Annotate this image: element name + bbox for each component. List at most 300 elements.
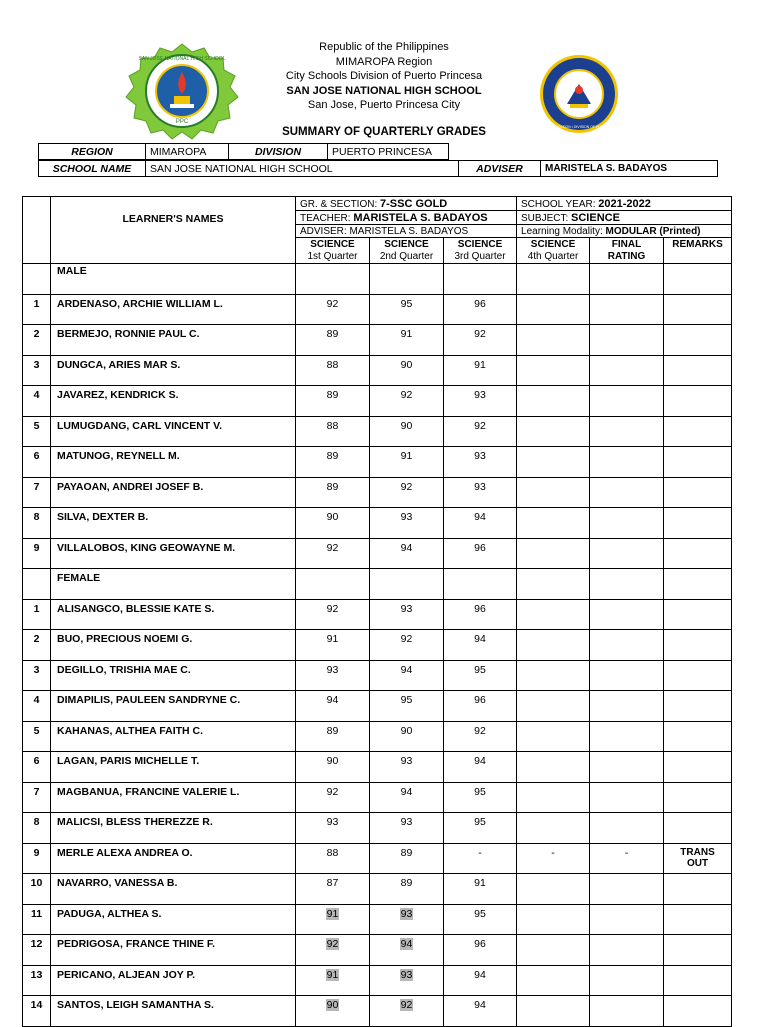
- remarks-cell: [664, 935, 732, 966]
- learner-name: [51, 691, 296, 722]
- grade-q2: [370, 721, 444, 752]
- school-name-table: [38, 160, 718, 177]
- row-number-text: 4: [33, 694, 40, 706]
- grade-q3-text: 95: [474, 663, 486, 676]
- final-rating: [590, 904, 664, 935]
- grade-q2: [370, 660, 444, 691]
- grade-q1-text: 90: [326, 999, 339, 1011]
- grade-q3: [444, 325, 517, 356]
- learner-name: [51, 477, 296, 508]
- row-number-text: 6: [33, 755, 40, 767]
- region-label: REGION: [39, 144, 146, 160]
- final-rating: [590, 843, 664, 874]
- grade-q3: [444, 752, 517, 783]
- grade-q1: [296, 294, 370, 325]
- remarks-cell: [664, 386, 732, 417]
- row-number: [23, 477, 51, 508]
- grade-q3: [444, 965, 517, 996]
- grade-q2-text: 94: [400, 785, 413, 798]
- grade-q3-text: 93: [474, 389, 486, 401]
- table-row: [23, 965, 732, 996]
- grade-q1: [296, 355, 370, 386]
- grade-q1-text: 87: [326, 877, 339, 889]
- grade-q3-text: 93: [474, 480, 486, 493]
- grade-q1: [296, 843, 370, 874]
- remarks-text-1: TRANS: [680, 846, 715, 858]
- grade-q2: [370, 325, 444, 356]
- grade-q3: [444, 599, 517, 630]
- grade-q3: [444, 904, 517, 935]
- grade-q2: [370, 874, 444, 905]
- row-number: [23, 508, 51, 539]
- final-rating: [590, 691, 664, 722]
- grade-q4: [517, 416, 590, 447]
- row-number-text: 4: [33, 389, 40, 401]
- grade-q1: [296, 325, 370, 356]
- grade-q2: [370, 508, 444, 539]
- grade-q3: [444, 874, 517, 905]
- grade-q3: [444, 630, 517, 661]
- grade-q2: [370, 935, 444, 966]
- learners-names-header: LEARNER'S NAMES: [51, 197, 296, 264]
- row-number: [23, 630, 51, 661]
- region-value: MIMAROPA: [146, 144, 229, 160]
- grade-q2-text: 95: [400, 694, 413, 706]
- row-number: [23, 752, 51, 783]
- final-rating: [590, 630, 664, 661]
- table-row: [23, 599, 732, 630]
- final-rating: [590, 752, 664, 783]
- grade-q4: [517, 721, 590, 752]
- grade-q2: [370, 752, 444, 783]
- grade-q1-text: 89: [326, 480, 339, 493]
- row-number-text: 11: [30, 907, 43, 920]
- learner-name: [51, 660, 296, 691]
- row-number-text: 1: [33, 297, 40, 310]
- learner-name: [51, 965, 296, 996]
- grade-q1: [296, 965, 370, 996]
- q1-header: SCIENCE 1st Quarter: [296, 238, 370, 264]
- grade-q1-text: 90: [326, 511, 339, 523]
- remarks-header: REMARKS: [664, 238, 732, 264]
- row-number-text: 2: [33, 328, 40, 340]
- teacher: TEACHER: MARISTELA S. BADAYOS: [296, 211, 517, 225]
- grade-q1-text: 88: [326, 419, 339, 432]
- grade-q2-text: 92: [400, 389, 413, 401]
- row-number: [23, 721, 51, 752]
- learner-name-text: DEGILLO, TRISHIA MAE C.: [57, 663, 191, 676]
- row-number-text: 1: [33, 602, 40, 615]
- grade-q1: [296, 691, 370, 722]
- final-rating: [590, 477, 664, 508]
- grade-q2-text: 94: [400, 541, 413, 554]
- grade-q3: [444, 416, 517, 447]
- remarks-cell: [664, 325, 732, 356]
- grade-q2-text: 93: [400, 907, 413, 920]
- grade-q1-text: 91: [326, 968, 339, 981]
- learner-name: [51, 599, 296, 630]
- grade-q1-text: 89: [326, 724, 339, 737]
- grade-q3-text: 92: [474, 328, 486, 340]
- learner-name-text: VILLALOBOS, KING GEOWAYNE M.: [57, 541, 236, 554]
- grade-q4: [517, 538, 590, 569]
- female-section: [23, 569, 732, 1027]
- remarks-cell: [664, 294, 732, 325]
- grade-q2-text: 93: [400, 816, 413, 828]
- grade-q4: [517, 935, 590, 966]
- row-number: [23, 325, 51, 356]
- grade-q3-text: 94: [474, 968, 486, 981]
- table-row: [23, 508, 732, 539]
- grade-q2-text: 93: [400, 511, 413, 523]
- table-row: [23, 386, 732, 417]
- grade-q4: [517, 782, 590, 813]
- grade-q4: [517, 325, 590, 356]
- svg-text:PPC: PPC: [175, 119, 189, 125]
- grade-q3: [444, 660, 517, 691]
- learner-name-text: NAVARRO, VANESSA B.: [57, 877, 178, 889]
- school-year: SCHOOL YEAR: 2021-2022: [517, 197, 732, 211]
- learner-name: [51, 294, 296, 325]
- grade-q3: [444, 294, 517, 325]
- grade-q4: [517, 904, 590, 935]
- grade-q1: [296, 782, 370, 813]
- grade-q3: [444, 447, 517, 478]
- grade-q2-text: 91: [400, 328, 413, 340]
- header-address: San Jose, Puerto Princesa City: [307, 99, 461, 111]
- grade-q2-text: 93: [400, 755, 413, 767]
- grade-q2-text: 92: [400, 999, 413, 1011]
- grades-table: [22, 196, 732, 1027]
- learner-name: [51, 904, 296, 935]
- final-rating: [590, 660, 664, 691]
- table-row: [23, 691, 732, 722]
- row-number: [23, 386, 51, 417]
- grade-q3: [444, 386, 517, 417]
- grade-q4: [517, 599, 590, 630]
- remarks-cell: [664, 904, 732, 935]
- learner-name-text: SANTOS, LEIGH SAMANTHA S.: [57, 999, 214, 1011]
- final-rating: [590, 508, 664, 539]
- grade-q1: [296, 508, 370, 539]
- row-number: [23, 996, 51, 1027]
- grade-q3-text: 94: [474, 511, 486, 523]
- final-rating: [590, 325, 664, 356]
- grade-q4: [517, 386, 590, 417]
- learner-name: [51, 782, 296, 813]
- row-number-text: 5: [33, 724, 40, 737]
- learner-name: [51, 630, 296, 661]
- final-rating: [590, 416, 664, 447]
- row-number-text: 5: [33, 419, 40, 432]
- grade-q4: [517, 691, 590, 722]
- grade-q1-text: 94: [326, 694, 339, 706]
- learner-name-text: PEDRIGOSA, FRANCE THINE F.: [57, 938, 216, 950]
- grade-q1: [296, 996, 370, 1027]
- row-number: [23, 599, 51, 630]
- grade-q2: [370, 416, 444, 447]
- table-row: [23, 660, 732, 691]
- row-number: [23, 355, 51, 386]
- final-rating: [590, 935, 664, 966]
- grade-q2: [370, 447, 444, 478]
- grade-q2-text: 89: [400, 846, 413, 859]
- final-rating: [590, 782, 664, 813]
- final-rating: [590, 996, 664, 1027]
- learner-name-text: BUO, PRECIOUS NOEMI G.: [57, 633, 193, 645]
- division-label: DIVISION: [229, 144, 328, 160]
- row-number-text: 13: [30, 968, 43, 981]
- grade-q1: [296, 874, 370, 905]
- row-number-text: 2: [33, 633, 40, 645]
- learner-name-text: KAHANAS, ALTHEA FAITH C.: [57, 724, 204, 737]
- learner-name-text: MATUNOG, REYNELL M.: [57, 450, 180, 462]
- remarks-cell: [664, 416, 732, 447]
- grade-q4: [517, 508, 590, 539]
- table-row: [23, 447, 732, 478]
- grade-q3-text: 96: [474, 297, 486, 310]
- row-number-text: 12: [30, 938, 43, 950]
- learner-name-text: DIMAPILIS, PAULEEN SANDRYNE C.: [57, 694, 241, 706]
- header-republic: Republic of the Philippines: [319, 41, 449, 53]
- grade-q3-text: 96: [474, 938, 486, 950]
- learner-name-text: DUNGCA, ARIES MAR S.: [57, 358, 181, 371]
- grade-q1-text: 93: [326, 816, 339, 828]
- final-rating: [590, 965, 664, 996]
- final-rating: [590, 874, 664, 905]
- school-name-label: SCHOOL NAME: [39, 161, 146, 177]
- grade-q4: [517, 813, 590, 844]
- grade-q1: [296, 477, 370, 508]
- learner-name: [51, 508, 296, 539]
- grade-q1: [296, 813, 370, 844]
- table-row: [23, 752, 732, 783]
- row-number-text: 10: [30, 877, 43, 889]
- grade-q3: [444, 843, 517, 874]
- learner-name: [51, 416, 296, 447]
- remarks-cell: [664, 813, 732, 844]
- remarks-text-2: OUT: [686, 857, 709, 869]
- grade-q1: [296, 904, 370, 935]
- grade-q4: [517, 965, 590, 996]
- remarks-cell: [664, 782, 732, 813]
- grade-q2: [370, 843, 444, 874]
- remarks-cell: [664, 508, 732, 539]
- grade-q2: [370, 691, 444, 722]
- final-rating: [590, 721, 664, 752]
- final-rating: [590, 447, 664, 478]
- learner-name: [51, 721, 296, 752]
- no-header: [23, 197, 51, 264]
- grade-q2-text: 90: [400, 358, 413, 371]
- grade-q1: [296, 935, 370, 966]
- grade-q1-text: 91: [326, 633, 339, 645]
- learner-name-text: BERMEJO, RONNIE PAUL C.: [57, 328, 200, 340]
- grade-q3-text: 94: [474, 633, 486, 645]
- table-row: [23, 416, 732, 447]
- grade-q3-text: 92: [474, 419, 486, 432]
- grade-q2-text: 91: [400, 450, 413, 462]
- row-number-text: 3: [33, 358, 40, 371]
- remarks-cell: [664, 691, 732, 722]
- grade-q1-text: 91: [326, 907, 339, 920]
- grade-q1-text: 93: [326, 663, 339, 676]
- final-rating: [590, 599, 664, 630]
- document-title: SUMMARY OF QUARTERLY GRADES: [282, 126, 486, 138]
- grade-q2-text: 94: [400, 663, 413, 676]
- grade-q1-text: 92: [326, 297, 339, 310]
- row-number: [23, 874, 51, 905]
- division-value: PUERTO PRINCESA: [328, 144, 449, 160]
- header-school: SAN JOSE NATIONAL HIGH SCHOOL: [286, 84, 482, 97]
- final-rating-header: FINAL RATING: [590, 238, 664, 264]
- grade-q2: [370, 782, 444, 813]
- final-rating: [590, 355, 664, 386]
- adviser-value: MARISTELA S. BADAYOS: [541, 161, 718, 177]
- row-number: [23, 538, 51, 569]
- learner-name: [51, 325, 296, 356]
- grade-q1-text: 89: [326, 328, 339, 340]
- table-row: [23, 630, 732, 661]
- grade-q4-text: -: [551, 846, 555, 859]
- male-label: MALE: [51, 264, 296, 295]
- grade-q3: [444, 935, 517, 966]
- grade-q4: [517, 996, 590, 1027]
- grade-q1: [296, 630, 370, 661]
- remarks-cell: [664, 599, 732, 630]
- svg-text:SAN JOSE NATIONAL HIGH SCHOOL: SAN JOSE NATIONAL HIGH SCHOOL: [138, 56, 226, 62]
- table-row: [23, 294, 732, 325]
- grade-q2: [370, 477, 444, 508]
- table-row: [23, 477, 732, 508]
- row-number-text: 6: [33, 450, 40, 462]
- table-row: [23, 538, 732, 569]
- grade-q3-text: 92: [474, 724, 486, 737]
- learner-name: [51, 386, 296, 417]
- grade-q3: [444, 477, 517, 508]
- grade-q1-text: 88: [326, 358, 339, 371]
- row-number: [23, 904, 51, 935]
- learner-name: [51, 752, 296, 783]
- remarks-cell: [664, 355, 732, 386]
- learner-name-text: PAYAOAN, ANDREI JOSEF B.: [57, 480, 204, 493]
- row-number: [23, 416, 51, 447]
- remarks-cell: [664, 477, 732, 508]
- row-number: [23, 813, 51, 844]
- grade-q1: [296, 386, 370, 417]
- grade-q1: [296, 599, 370, 630]
- row-number-text: 9: [33, 541, 40, 554]
- grade-q2-text: 90: [400, 724, 413, 737]
- grade-q2-text: 93: [400, 968, 413, 981]
- grade-q4: [517, 447, 590, 478]
- row-number-text: 3: [33, 663, 40, 676]
- row-number: [23, 935, 51, 966]
- learner-name-text: MERLE ALEXA ANDREA O.: [57, 846, 193, 859]
- grade-q1: [296, 416, 370, 447]
- table-row: [23, 721, 732, 752]
- grade-q2: [370, 996, 444, 1027]
- final-rating: [590, 813, 664, 844]
- learner-name: [51, 355, 296, 386]
- learner-name-text: PERICANO, ALJEAN JOY P.: [57, 968, 196, 981]
- table-row: [23, 874, 732, 905]
- remarks-cell: [664, 630, 732, 661]
- row-number: [23, 447, 51, 478]
- grade-q3-text: 96: [474, 602, 486, 615]
- document-header: [0, 40, 768, 113]
- header-region: MIMAROPA Region: [335, 55, 433, 68]
- table-row: [23, 782, 732, 813]
- row-number: [23, 782, 51, 813]
- table-row: [23, 843, 732, 874]
- row-number-text: 8: [33, 816, 40, 828]
- grade-q2-text: 89: [400, 877, 413, 889]
- learner-name-text: MAGBANUA, FRANCINE VALERIE L.: [57, 785, 240, 798]
- learner-name-text: SILVA, DEXTER B.: [57, 511, 149, 523]
- grade-q2: [370, 599, 444, 630]
- grade-q1: [296, 752, 370, 783]
- grade-q4: [517, 477, 590, 508]
- grade-q3: [444, 782, 517, 813]
- grade-q4: [517, 660, 590, 691]
- school-info-table: [38, 143, 449, 160]
- learner-name: [51, 843, 296, 874]
- grade-q3-text: 96: [474, 541, 486, 554]
- grade-q1: [296, 538, 370, 569]
- grade-q3-text: -: [478, 846, 482, 859]
- male-section: [23, 264, 732, 569]
- final-rating: [590, 538, 664, 569]
- learner-name-text: ALISANGCO, BLESSIE KATE S.: [57, 602, 215, 615]
- subject: SUBJECT: SCIENCE: [517, 211, 732, 225]
- grade-q3-text: 91: [474, 358, 486, 371]
- grade-q4: [517, 355, 590, 386]
- q3-header: SCIENCE 3rd Quarter: [444, 238, 517, 264]
- learner-name: [51, 813, 296, 844]
- grade-q2: [370, 355, 444, 386]
- row-number-text: 14: [30, 999, 43, 1011]
- row-number-text: 7: [33, 480, 40, 493]
- learner-name-text: LAGAN, PARIS MICHELLE T.: [57, 755, 200, 767]
- svg-text:DEPARTMENT OF EDUCATION • DIVI: DEPARTMENT OF EDUCATION • DIVISION OF PUERTO PRINCESA CITY: [519, 125, 639, 129]
- grade-q1-text: 88: [326, 846, 339, 859]
- grade-q3-text: 95: [474, 907, 486, 920]
- table-row: [23, 325, 732, 356]
- grade-q2-text: 92: [400, 480, 413, 493]
- female-label: FEMALE: [51, 569, 296, 600]
- header-division: City Schools Division of Puerto Princesa: [285, 70, 483, 82]
- grade-q1-text: 92: [326, 602, 339, 615]
- table-row: [23, 813, 732, 844]
- learner-name: [51, 935, 296, 966]
- table-row: [23, 904, 732, 935]
- grade-q4: [517, 843, 590, 874]
- final-rating: [590, 386, 664, 417]
- row-number: [23, 965, 51, 996]
- grade-q2: [370, 386, 444, 417]
- row-number-text: 9: [33, 846, 40, 859]
- table-row: [23, 935, 732, 966]
- row-number: [23, 294, 51, 325]
- grade-q2: [370, 813, 444, 844]
- grade-q4: [517, 294, 590, 325]
- grade-q2: [370, 965, 444, 996]
- learner-name-text: MALICSI, BLESS THEREZZE R.: [57, 816, 213, 828]
- table-row: [23, 355, 732, 386]
- q4-header: SCIENCE 4th Quarter: [517, 238, 590, 264]
- q2-header: SCIENCE 2nd Quarter: [370, 238, 444, 264]
